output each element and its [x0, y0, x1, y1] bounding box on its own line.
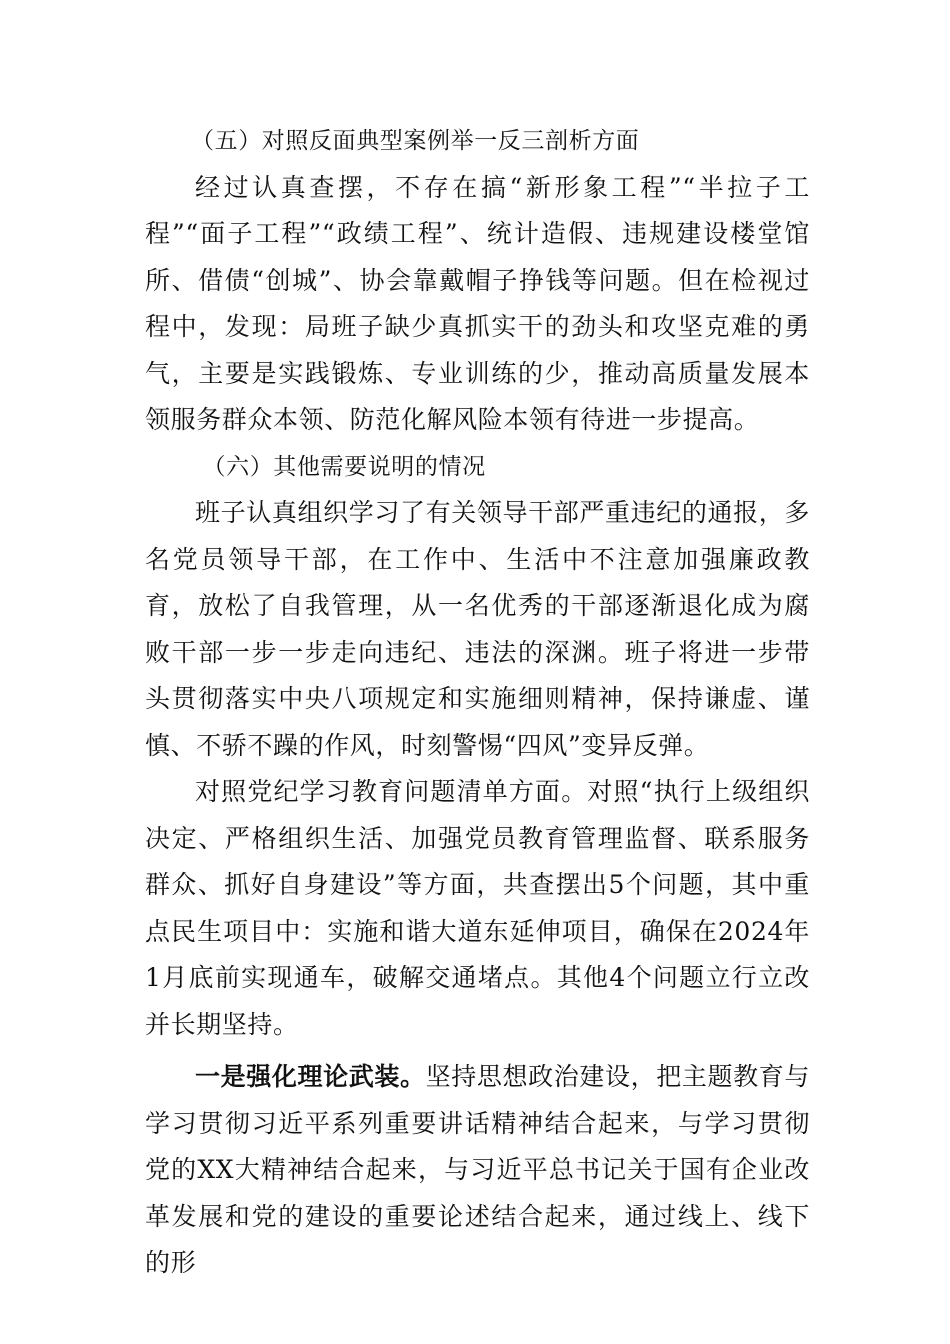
- measure-1-body: 坚持思想政治建设，把主题教育与学习贯彻习近平系列重要讲话精神结合起来，与学习贯彻党的XX大精神结合起来，与习近平总书记关于国有企业改革发展和党的建设的重要论述结合起来，通过线上、线下的形: [145, 1062, 810, 1277]
- section-5-paragraph: 经过认真查摆，不存在搞“新形象工程”“半拉子工程”“面子工程”“政绩工程”、统计造假、违规建设楼堂馆所、借债“创城”、协会靠戴帽子挣钱等问题。但在检视过程中，发现：局班子缺少真抓实干的劲头和攻坚克难的勇气，主要是实践锻炼、专业训练的少，推动高质量发展本领服务群众本领、防范化解风险本领有待进一步提高。: [145, 172, 810, 434]
- document-content: [145, 118, 810, 1287]
- measure-1-lead: 一是强化理论武装。: [195, 1062, 426, 1091]
- section-heading-6: （六）其他需要说明的情况: [202, 453, 486, 480]
- measure-1-paragraph: [145, 1054, 810, 1287]
- problem-list-paragraph: 对照党纪学习教育问题清单方面。对照“执行上级组织决定、严格组织生活、加强党员教育管理监督、联系服务群众、抓好自身建设”等方面，共查摆出5个问题，其中重点民生项目中：实施和谐大道东延伸项目，确保在2024年1月底前实现通车，破解交通堵点。其他4个问题立行立改并长期坚持。: [145, 777, 810, 1039]
- section-6-paragraph: 班子认真组织学习了有关领导干部严重违纪的通报，多名党员领导干部，在工作中、生活中不注意加强廉政教育，放松了自我管理，从一名优秀的干部逐渐退化成为腐败干部一步一步走向违纪、违法的深渊。班子将进一步带头贯彻落实中央八项规定和实施细则精神，保持谦虚、谨慎、不骄不躁的作风，时刻警惕“四风”变异反弹。: [145, 498, 810, 760]
- section-heading-5: （五）对照反面典型案例举一反三剖析方面: [191, 128, 640, 154]
